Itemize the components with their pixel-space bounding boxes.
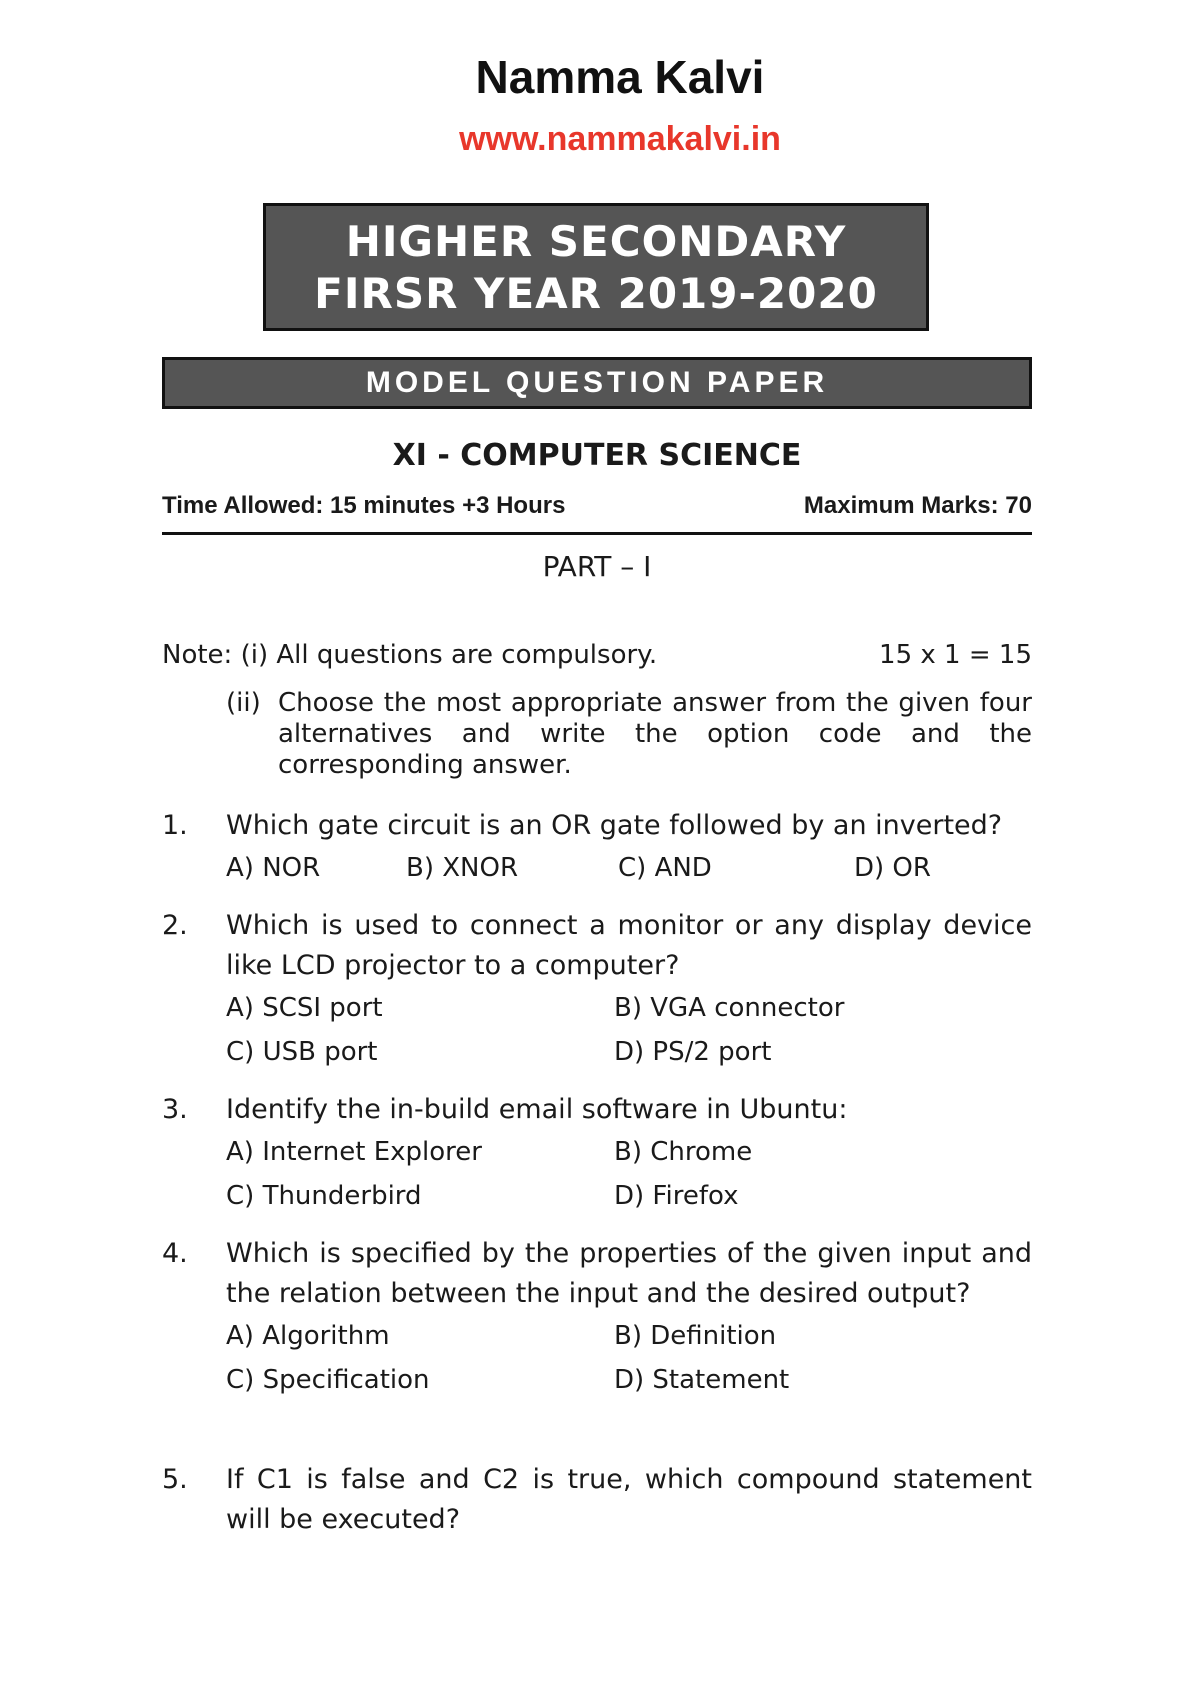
- question-4: [162, 1234, 1032, 1402]
- question-number: 2.: [162, 910, 188, 941]
- question-options: [226, 1130, 1032, 1218]
- option-d: D) OR: [854, 853, 931, 883]
- max-marks: Maximum Marks: 70: [803, 492, 1032, 519]
- option-a: A) NOR: [226, 853, 321, 883]
- option-c: C) AND: [618, 853, 712, 883]
- question-number: 4.: [162, 1238, 188, 1269]
- question-text: Which is specified by the properties of the given input and the relation between the input and the desired output?: [226, 1238, 1032, 1309]
- question-2: [162, 906, 1032, 1074]
- question-text: Which gate circuit is an OR gate followed by an inverted?: [226, 810, 1003, 841]
- note-compulsory: [162, 640, 1032, 670]
- option-a: A) Algorithm: [226, 1321, 390, 1351]
- marks-formula: 15 x 1 = 15: [879, 640, 1032, 670]
- time-allowed: Time Allowed: 15 minutes +3 Hours: [162, 492, 566, 519]
- subject-title: XI - COMPUTER SCIENCE: [392, 438, 802, 473]
- option-d: D) PS/2 port: [614, 1037, 772, 1067]
- paper-type-banner: MODEL QUESTION PAPER: [162, 357, 1032, 409]
- question-1: [162, 806, 1032, 890]
- option-b: B) Chrome: [614, 1137, 753, 1167]
- option-d: D) Statement: [614, 1365, 790, 1395]
- part-heading: PART – I: [542, 550, 652, 583]
- note-text: Note: (i) All questions are compulsory.: [162, 640, 658, 670]
- exam-title-line2: FIRSR YEAR 2019-2020: [314, 269, 878, 318]
- option-c: C) Thunderbird: [226, 1181, 422, 1211]
- note-instructions: [226, 688, 1032, 781]
- question-options: [226, 986, 1032, 1074]
- option-a: A) Internet Explorer: [226, 1137, 482, 1167]
- note-instruction-text: Choose the most appropriate answer from the given four alternatives and write the option code and the corresponding answer.: [278, 688, 1032, 780]
- exam-title-line1: HIGHER SECONDARY: [345, 217, 847, 266]
- exam-meta-row: [162, 492, 1032, 535]
- option-c: C) Specification: [226, 1365, 430, 1395]
- note-number: (ii): [226, 688, 261, 718]
- option-c: C) USB port: [226, 1037, 378, 1067]
- option-b: B) XNOR: [406, 853, 519, 883]
- question-number: 3.: [162, 1094, 188, 1125]
- option-b: B) VGA connector: [614, 993, 845, 1023]
- option-a: A) SCSI port: [226, 993, 383, 1023]
- question-number: 1.: [162, 810, 188, 841]
- question-options: [226, 1314, 1032, 1402]
- question-5: [162, 1460, 1032, 1540]
- question-3: [162, 1090, 1032, 1218]
- option-b: B) Definition: [614, 1321, 777, 1351]
- question-text: If C1 is false and C2 is true, which compound statement will be executed?: [226, 1464, 1032, 1535]
- exam-title-box: [263, 203, 929, 331]
- site-url[interactable]: www.nammakalvi.in: [459, 120, 781, 158]
- question-text: Identify the in-build email software in Ubuntu:: [226, 1094, 848, 1125]
- question-text: Which is used to connect a monitor or any display device like LCD projector to a computer?: [226, 910, 1032, 981]
- site-name: Namma Kalvi: [475, 51, 765, 103]
- option-d: D) Firefox: [614, 1181, 739, 1211]
- question-options: [226, 846, 1032, 890]
- question-number: 5.: [162, 1464, 188, 1495]
